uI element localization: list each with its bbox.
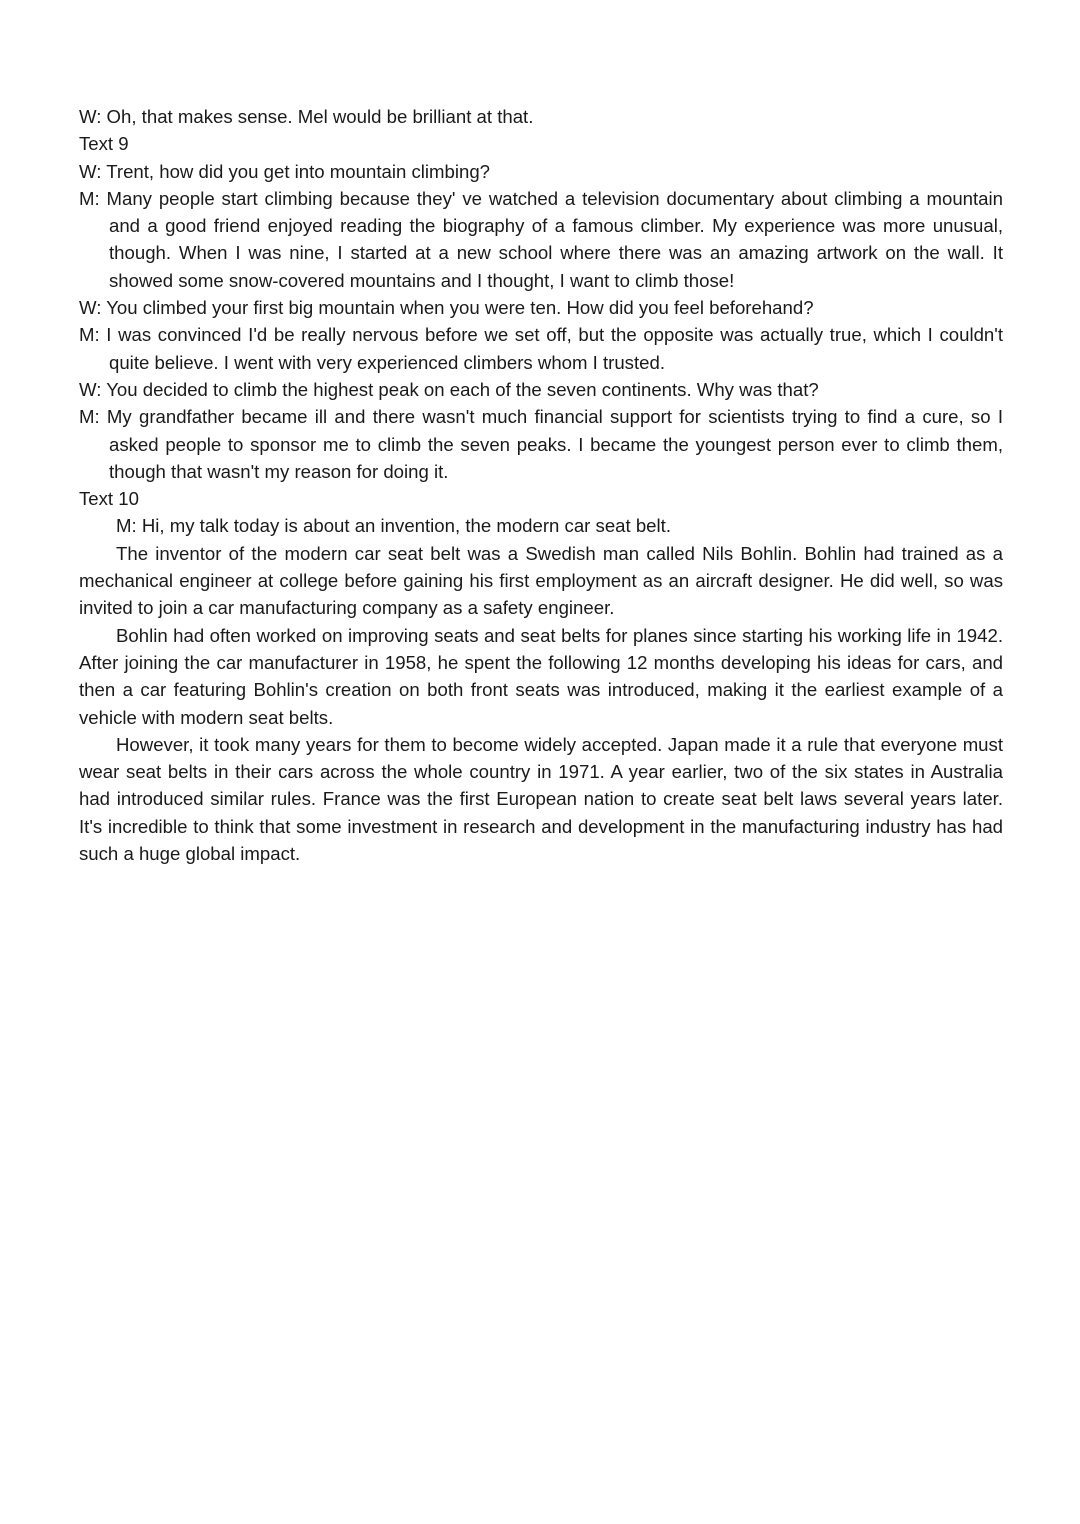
opening-line: W: Oh, that makes sense. Mel would be brilliant at that. xyxy=(79,106,534,127)
dialogue-turn: W: You climbed your first big mountain when you were ten. How did you feel beforehand? xyxy=(79,297,814,319)
dialogue-turn: M: I was convinced I'd be really nervous before we set off, but the opposite was actually true, which I couldn't quite believe. I went with very experienced climbers whom I trusted. xyxy=(79,324,1003,373)
dialogue-turn: M: Many people start climbing because they' ve watched a television documentary about climbing a mountain and a good friend enjoyed reading the biography of a famous climber. My experience was more unusual, though. When I was nine, I started at a new school where there was an amazing artwork on the wall. It showed some snow-covered mountains and I thought, I want to climb those! xyxy=(79,187,1003,291)
document-page xyxy=(79,103,1003,867)
dialogue-turn: M: My grandfather became ill and there wasn't much financial support for scientists trying to find a cure, so I asked people to sponsor me to climb the seven peaks. I became the youngest person ever to climb them, though that wasn't my reason for doing it. xyxy=(79,406,1003,482)
talk-paragraph: However, it took many years for them to become widely accepted. Japan made it a rule that everyone must wear seat belts in their cars across the whole country in 1971. A year earlier, two of the six states in Australia had introduced similar rules. France was the first European nation to create seat belt laws several years later. It's incredible to think that some investment in research and development in the manufacturing industry has had such a huge global impact. xyxy=(79,733,1003,865)
dialogue-turn: W: You decided to climb the highest peak on each of the seven continents. Why was that? xyxy=(79,378,819,400)
talk-paragraph: Bohlin had often worked on improving seats and seat belts for planes since starting his working life in 1942. After joining the car manufacturer in 1958, he spent the following 12 months developing his ideas for cars, and then a car featuring Bohlin's creation on both front seats was introduced, making it the earliest example of a vehicle with modern seat belts. xyxy=(79,624,1003,728)
talk-paragraph: M: Hi, my talk today is about an invention, the modern car seat belt. xyxy=(116,515,671,537)
text-10-section xyxy=(79,485,1003,867)
text-9-heading: Text 9 xyxy=(79,133,129,155)
dialogue-turn: W: Trent, how did you get into mountain climbing? xyxy=(79,160,491,182)
text-10-heading: Text 10 xyxy=(79,488,139,510)
text-9-section xyxy=(79,130,1003,485)
talk-paragraph: The inventor of the modern car seat belt was a Swedish man called Nils Bohlin. Bohlin had trained as a mechanical engineer at college before gaining his first employment as an aircraft designer. He did well, so was invited to join a car manufacturing company as a safety engineer. xyxy=(79,542,1003,619)
